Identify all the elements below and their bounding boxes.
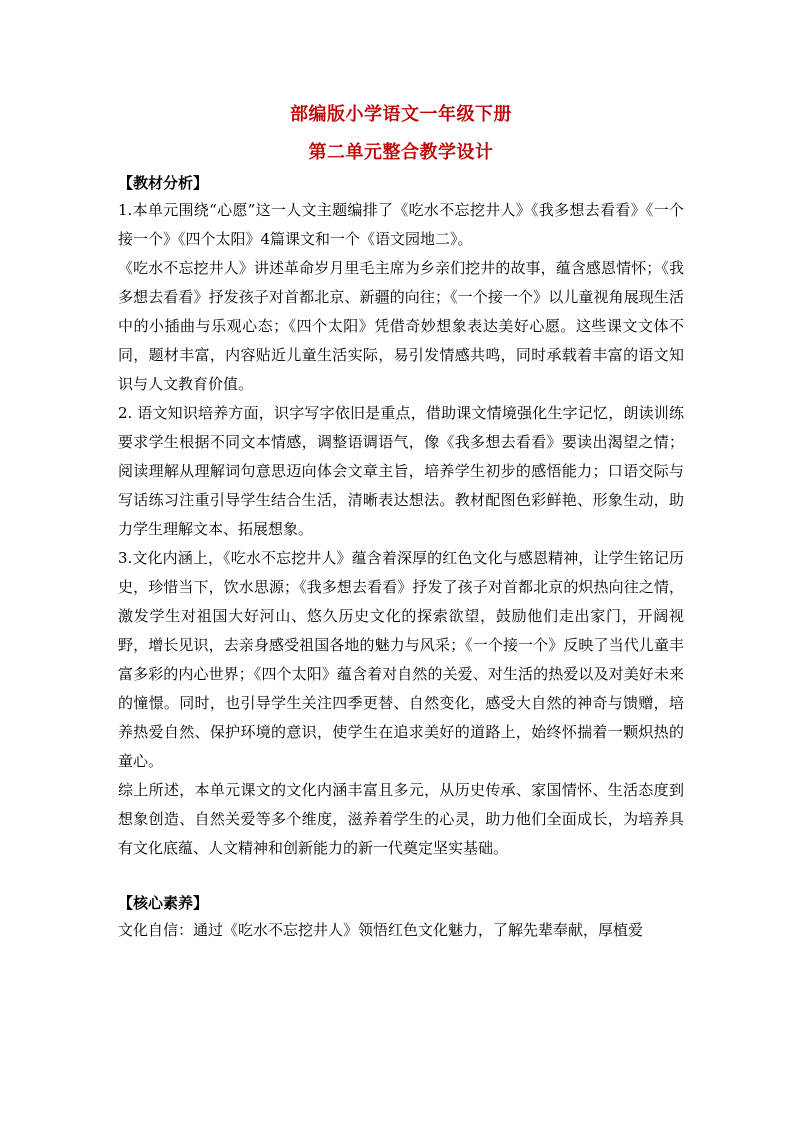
paragraph-conclusion: 综上所述，本单元课文的文化内涵丰富且多元，从历史传承、家国情怀、生活态度到想象创造、自然关爱等多个维度，滋养着学生的心灵，助力他们全面成长，为培养具有文化底蕴、人文精神和创新能力的新一代奠定坚实基础。 <box>118 781 684 857</box>
section-heading-textbook-analysis: 【教材分析】 <box>118 174 209 192</box>
paragraph-lesson-summaries: 《吃水不忘挖井人》讲述革命岁月里毛主席为乡亲们挖井的故事，蕴含感恩情怀；《我多想去看看》抒发孩子对首都北京、新疆的向往；《一个接一个》以儿童视角展现生活中的小插曲与乐观心态；《四个太阳》凭借奇妙想象表达美好心愿。这些课文文体不同，题材丰富，内容贴近儿童生活实际，易引发情感共鸣，同时承载着丰富的语文知识与人文教育价值。 <box>118 259 684 393</box>
paragraph-cultural-confidence: 文化自信：通过《吃水不忘挖井人》领悟红色文化魅力，了解先辈奉献，厚植爱 <box>118 921 644 939</box>
document-title: 部编版小学语文一年级下册 <box>290 104 512 125</box>
paragraph-language-skills: 2. 语文知识培养方面，识字写字依旧是重点，借助课文情境强化生字记忆，朗读训练要求学生根据不同文本情感，调整语调语气，像《我多想去看看》要读出渴望之情；阅读理解从理解词句意思迈向体会文章主旨，培养学生初步的感悟能力；口语交际与写话练习注重引导学生结合生活，清晰表达想法。教材配图色彩鲜艳、形象生动，助力学生理解文本、拓展想象。 <box>118 404 684 538</box>
paragraph-cultural-connotation: 3.文化内涵上，《吃水不忘挖井人》蕴含着深厚的红色文化与感恩精神，让学生铭记历史，珍惜当下，饮水思源；《我多想去看看》抒发了孩子对首都北京的炽热向往之情，激发学生对祖国大好河山、悠久历史文化的探索欲望，鼓励他们走出家门，开阔视野，增长见识，去亲身感受祖国各地的魅力与风采；《一个接一个》反映了当代儿童丰富多彩的内心世界；《四个太阳》蕴含着对自然的关爱、对生活的热爱以及对美好未来的憧憬。同时，也引导学生关注四季更替、自然变化，感受大自然的神奇与馈赠，培养热爱自然、保护环境的意识，使学生在追求美好的道路上，始终怀揣着一颗炽热的童心。 <box>118 549 684 770</box>
section-heading-core-literacy: 【核心素养】 <box>118 894 209 912</box>
document-body <box>118 170 684 945</box>
section-spacer <box>118 863 684 890</box>
paragraph-unit-overview: 1.本单元围绕“心愿”这一人文主题编排了《吃水不忘挖井人》《我多想去看看》《一个接一个》《四个太阳》4篇课文和一个《语文园地二》。 <box>118 201 684 248</box>
document-subtitle: 第二单元整合教学设计 <box>308 142 494 163</box>
